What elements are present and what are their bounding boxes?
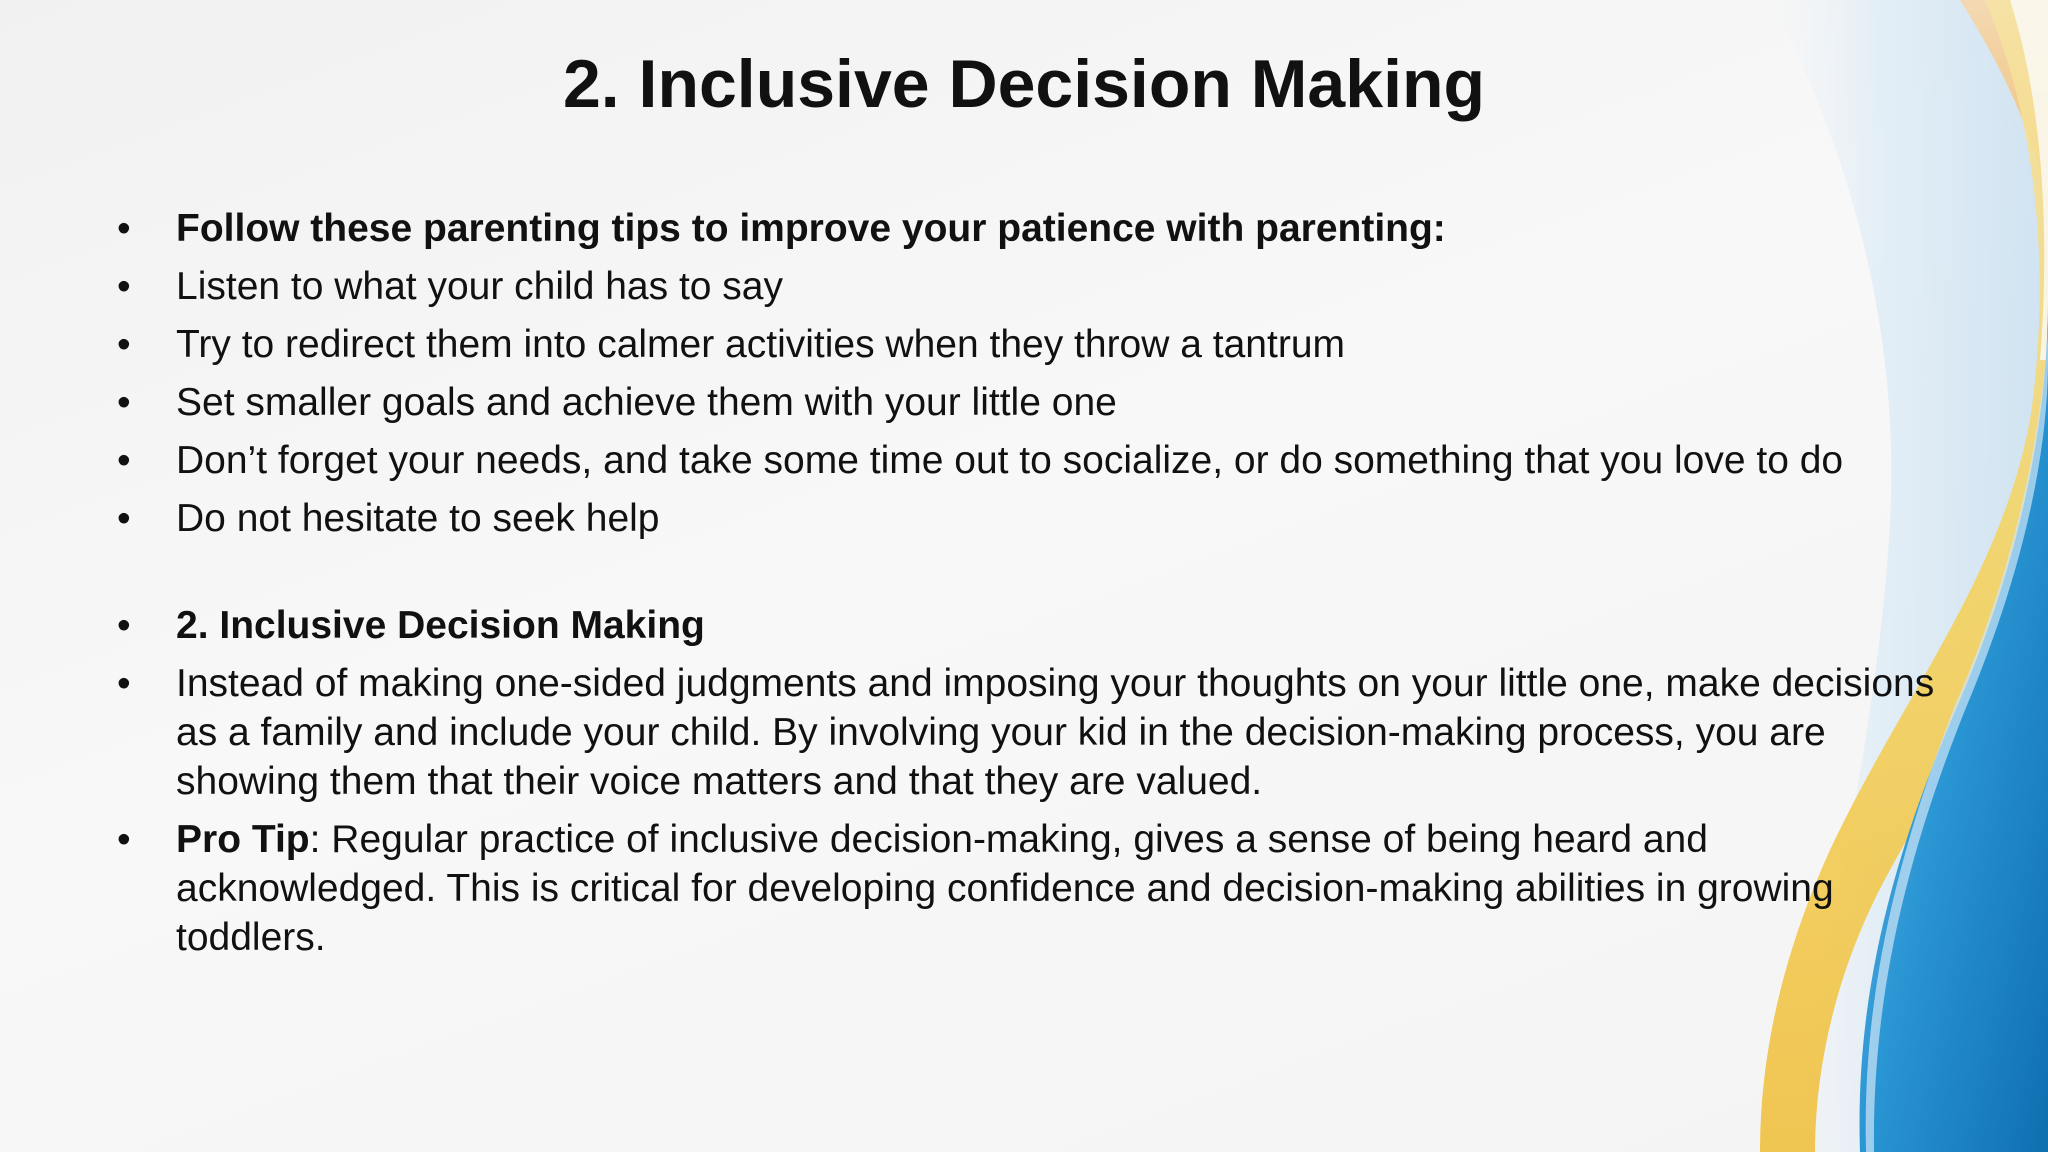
bullet-marker: • [117, 207, 131, 250]
list-item [113, 262, 1943, 311]
list-item [113, 494, 1943, 543]
list-item-heading: Follow these parenting tips to improve your patience with parenting: [176, 207, 1446, 250]
list-item-text: Try to redirect them into calmer activities when they throw a tantrum [176, 323, 1345, 366]
slide-title: 2. Inclusive Decision Making [562, 46, 1486, 122]
list-item [113, 204, 1943, 253]
list-item-text: Set smaller goals and achieve them with your little one [176, 381, 1117, 424]
list-item-text: Listen to what your child has to say [176, 265, 783, 308]
list-item [113, 436, 1943, 485]
list-item [113, 320, 1943, 369]
pro-tip-label: Pro Tip [176, 818, 310, 861]
list-item-text: : Regular practice of inclusive decision-making, gives a sense of being heard and acknowledged. This is critical for developing confidence and decision-making abilities in growing toddlers. [176, 818, 1834, 959]
bullet-marker: • [117, 381, 131, 424]
list-item [113, 815, 1943, 962]
list-item [113, 378, 1943, 427]
list-item-text: Do not hesitate to seek help [176, 497, 660, 540]
list-item-text: Instead of making one-sided judgments and imposing your thoughts on your little one, make decisions as a family and include your child. By involving your kid in the decision-making process, you are showing them that their voice matters and that they are valued. [176, 662, 1935, 803]
list-item-heading: 2. Inclusive Decision Making [176, 604, 705, 647]
bullet-marker: • [117, 662, 131, 705]
bullet-marker: • [117, 439, 131, 482]
list-item [113, 659, 1943, 806]
list-item-text: Don’t forget your needs, and take some time out to socialize, or do something that you love to do [176, 439, 1844, 482]
list-item [113, 601, 1943, 650]
bullet-marker: • [117, 818, 131, 861]
bullet-marker: • [117, 323, 131, 366]
bullet-list [113, 204, 1943, 971]
bullet-marker: • [117, 604, 131, 647]
bullet-marker: • [117, 497, 131, 540]
bullet-marker: • [117, 265, 131, 308]
